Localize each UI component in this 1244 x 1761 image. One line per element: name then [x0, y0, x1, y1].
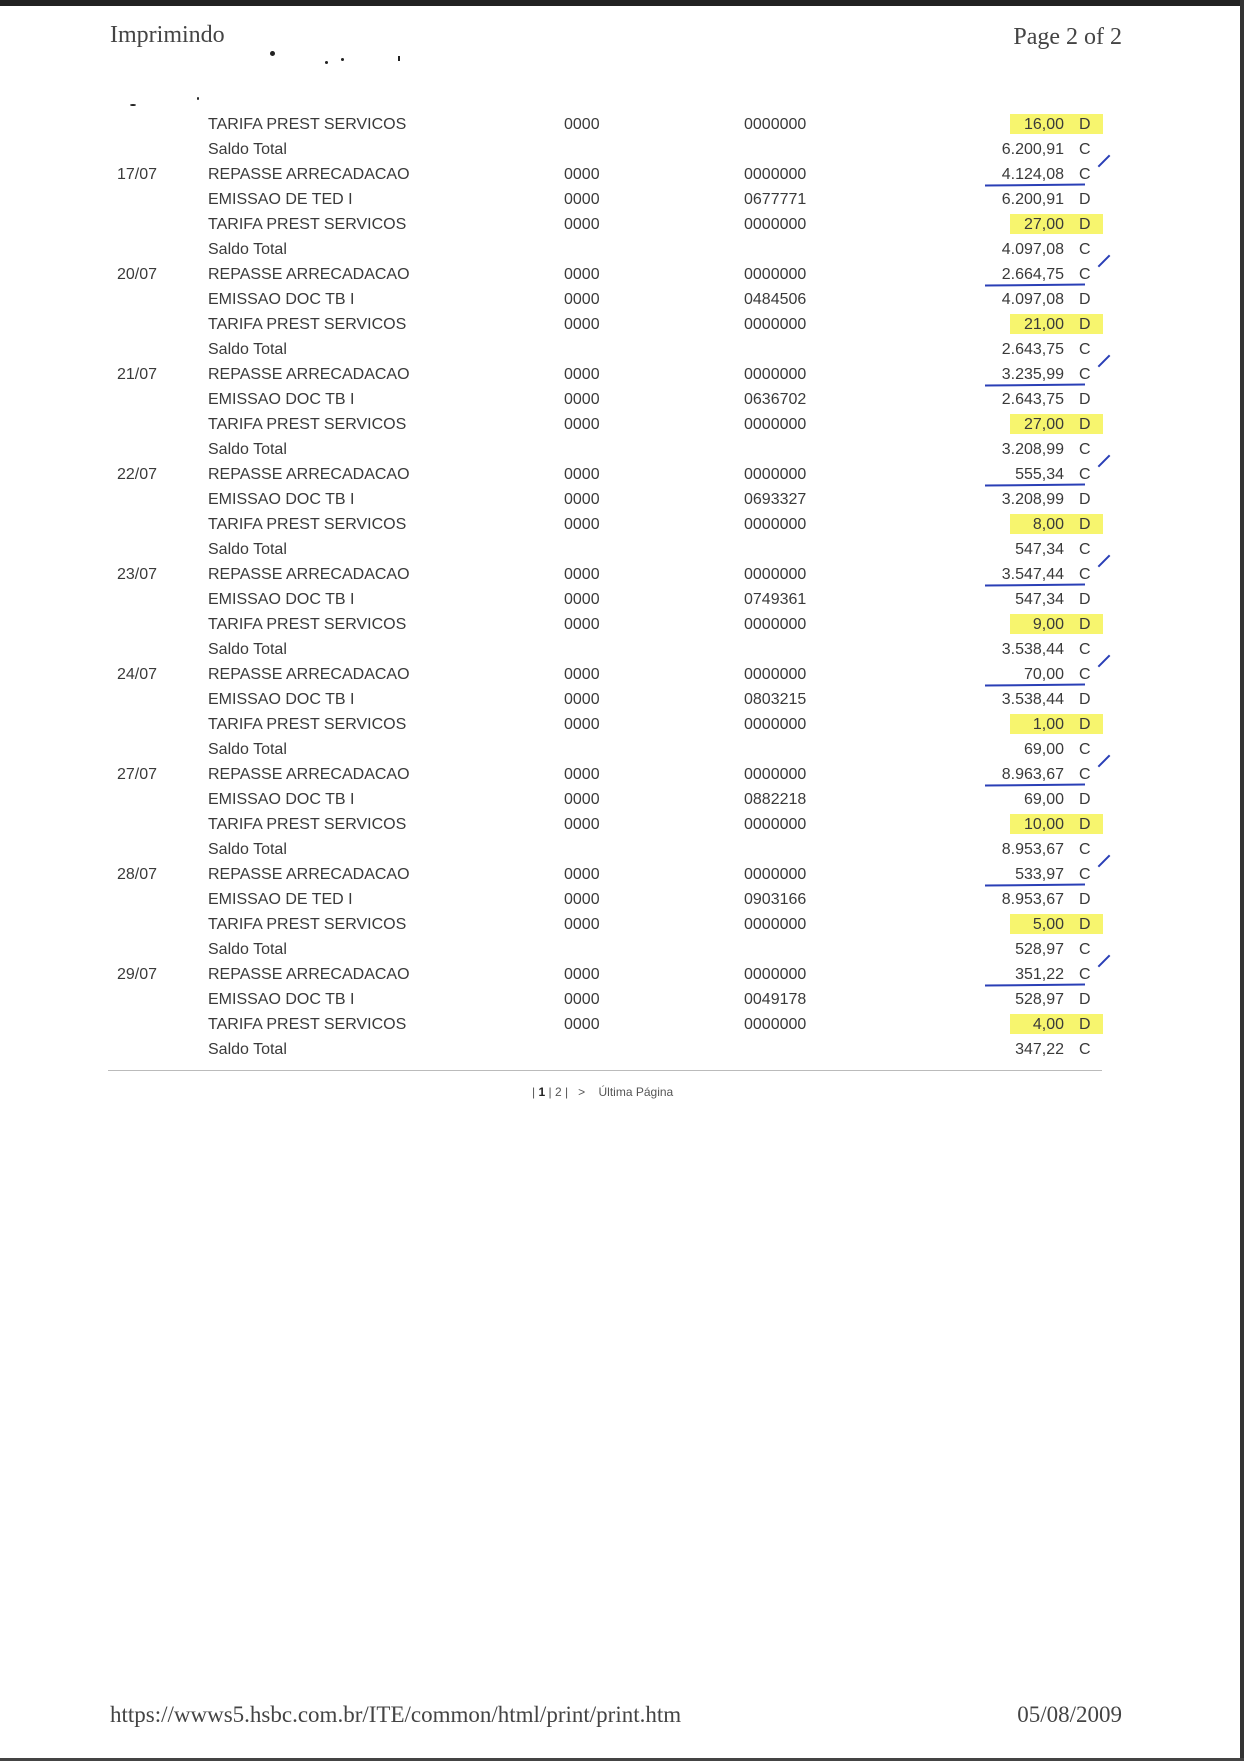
- ledger-description: EMISSAO DOC TB I: [208, 391, 355, 408]
- ledger-row: [0, 662, 1244, 687]
- ledger-amount: 533,97: [1015, 866, 1064, 883]
- ledger-description: REPASSE ARRECADACAO: [208, 366, 410, 383]
- ledger-row: [0, 937, 1244, 962]
- table-bottom-rule: [108, 1070, 1102, 1071]
- scan-border-top: [0, 0, 1244, 6]
- ledger-debit-credit: D: [1079, 691, 1091, 708]
- ledger-amount: 5,00: [1032, 916, 1064, 933]
- ledger-document: 0749361: [744, 591, 807, 608]
- pagination-next-icon[interactable]: >: [578, 1085, 586, 1099]
- ledger-amount: 4,00: [1032, 1016, 1064, 1033]
- ledger-amount: 351,22: [1015, 966, 1064, 983]
- ledger-document: 0636702: [744, 391, 807, 408]
- ledger-debit-credit: C: [1079, 166, 1091, 183]
- ledger-date: 23/07: [117, 566, 158, 583]
- ledger-row: [0, 312, 1244, 337]
- ledger-description: REPASSE ARRECADACAO: [208, 266, 410, 283]
- ledger-row: [0, 1037, 1244, 1062]
- ledger-amount: 4.097,08: [1001, 291, 1064, 308]
- ledger-description: Saldo Total: [208, 741, 287, 758]
- print-header-title: Imprimindo: [110, 22, 225, 48]
- ledger-document: 0000000: [744, 416, 807, 433]
- ledger-agency: 0000: [564, 416, 600, 433]
- ledger-date: 22/07: [117, 466, 158, 483]
- ledger-date: 28/07: [117, 866, 158, 883]
- ledger-agency: 0000: [564, 1016, 600, 1033]
- ledger-debit-credit: C: [1079, 566, 1091, 583]
- ledger-amount: 69,00: [1023, 791, 1064, 808]
- ledger-description: TARIFA PREST SERVICOS: [208, 816, 407, 833]
- ledger-document: 0000000: [744, 966, 807, 983]
- ledger-row: [0, 112, 1244, 137]
- ledger-document: 0000000: [744, 466, 807, 483]
- ledger-amount: 528,97: [1015, 941, 1064, 958]
- ledger-agency: 0000: [564, 191, 600, 208]
- ledger-amount: 3.235,99: [1001, 366, 1064, 383]
- ledger-description: Saldo Total: [208, 541, 287, 558]
- ledger-debit-credit: D: [1079, 816, 1091, 833]
- pagination: [532, 1085, 673, 1099]
- ledger-amount: 6.200,91: [1001, 191, 1064, 208]
- ledger-row: [0, 387, 1244, 412]
- ledger-amount: 555,34: [1015, 466, 1064, 483]
- ledger-amount: 347,22: [1015, 1041, 1064, 1058]
- ledger-description: REPASSE ARRECADACAO: [208, 166, 410, 183]
- ledger-agency: 0000: [564, 216, 600, 233]
- ledger-date: 29/07: [117, 966, 158, 983]
- ledger-agency: 0000: [564, 491, 600, 508]
- ledger-description: TARIFA PREST SERVICOS: [208, 916, 407, 933]
- ledger-amount: 2.643,75: [1001, 341, 1064, 358]
- ledger-description: REPASSE ARRECADACAO: [208, 766, 410, 783]
- ledger-description: Saldo Total: [208, 841, 287, 858]
- ledger-description: TARIFA PREST SERVICOS: [208, 116, 407, 133]
- ledger-debit-credit: C: [1079, 666, 1091, 683]
- ledger-row: [0, 212, 1244, 237]
- ledger-description: TARIFA PREST SERVICOS: [208, 416, 407, 433]
- ledger-agency: 0000: [564, 891, 600, 908]
- ledger-row: [0, 337, 1244, 362]
- ledger-debit-credit: C: [1079, 866, 1091, 883]
- ledger-debit-credit: D: [1079, 616, 1091, 633]
- ledger-document: 0000000: [744, 716, 807, 733]
- page-indicator: Page 2 of 2: [1013, 24, 1122, 50]
- ledger-agency: 0000: [564, 591, 600, 608]
- ledger-debit-credit: D: [1079, 716, 1091, 733]
- ledger-row: [0, 712, 1244, 737]
- ledger-date: 20/07: [117, 266, 158, 283]
- ledger-amount: 2.643,75: [1001, 391, 1064, 408]
- print-footer-date: 05/08/2009: [1017, 1702, 1122, 1727]
- ledger-row: [0, 562, 1244, 587]
- ledger-debit-credit: D: [1079, 991, 1091, 1008]
- ledger-debit-credit: D: [1079, 1016, 1091, 1033]
- ledger-debit-credit: C: [1079, 541, 1091, 558]
- ledger-debit-credit: C: [1079, 1041, 1091, 1058]
- ledger-amount: 27,00: [1023, 416, 1064, 433]
- ledger-document: 0000000: [744, 916, 807, 933]
- ledger-description: TARIFA PREST SERVICOS: [208, 616, 407, 633]
- ledger-agency: 0000: [564, 391, 600, 408]
- ledger-row: [0, 237, 1244, 262]
- ledger-description: REPASSE ARRECADACAO: [208, 866, 410, 883]
- ledger-agency: 0000: [564, 516, 600, 533]
- ledger-debit-credit: C: [1079, 641, 1091, 658]
- ledger-debit-credit: D: [1079, 891, 1091, 908]
- ledger-document: 0000000: [744, 166, 807, 183]
- ledger-amount: 2.664,75: [1001, 266, 1064, 283]
- ledger-row: [0, 537, 1244, 562]
- ledger-description: TARIFA PREST SERVICOS: [208, 216, 407, 233]
- ledger-debit-credit: C: [1079, 941, 1091, 958]
- pagination-last-page-link[interactable]: Última Página: [598, 1085, 674, 1099]
- ledger-description: Saldo Total: [208, 641, 287, 658]
- ledger-agency: 0000: [564, 566, 600, 583]
- ledger-amount: 9,00: [1032, 616, 1064, 633]
- ledger-amount: 8,00: [1032, 516, 1064, 533]
- ledger-description: Saldo Total: [208, 241, 287, 258]
- ledger-document: 0000000: [744, 116, 807, 133]
- ledger-row: [0, 962, 1244, 987]
- ledger-document: 0000000: [744, 866, 807, 883]
- ledger-row: [0, 862, 1244, 887]
- ledger-description: EMISSAO DE TED I: [208, 891, 353, 908]
- ledger-row: [0, 187, 1244, 212]
- ledger-description: TARIFA PREST SERVICOS: [208, 716, 407, 733]
- ledger-debit-credit: C: [1079, 466, 1091, 483]
- ledger-amount: 528,97: [1015, 991, 1064, 1008]
- ledger-agency: 0000: [564, 616, 600, 633]
- ledger-amount: 8.963,67: [1001, 766, 1064, 783]
- ledger-amount: 21,00: [1023, 316, 1064, 333]
- ledger-date: 17/07: [117, 166, 158, 183]
- ledger-description: Saldo Total: [208, 141, 287, 158]
- ledger-document: 0000000: [744, 316, 807, 333]
- ledger-agency: 0000: [564, 466, 600, 483]
- ledger-amount: 3.547,44: [1001, 566, 1064, 583]
- ledger-debit-credit: C: [1079, 441, 1091, 458]
- pagination-page-2[interactable]: 2: [554, 1085, 562, 1099]
- ledger-debit-credit: D: [1079, 516, 1091, 533]
- ledger-row: [0, 1012, 1244, 1037]
- ledger-description: Saldo Total: [208, 441, 287, 458]
- ledger-agency: 0000: [564, 366, 600, 383]
- ledger-description: EMISSAO DOC TB I: [208, 291, 355, 308]
- ledger-row: [0, 262, 1244, 287]
- ledger-agency: 0000: [564, 966, 600, 983]
- ledger-row: [0, 462, 1244, 487]
- ledger-row: [0, 987, 1244, 1012]
- ledger-debit-credit: D: [1079, 216, 1091, 233]
- ledger-debit-credit: C: [1079, 141, 1091, 158]
- ledger-document: 0000000: [744, 266, 807, 283]
- ledger-agency: 0000: [564, 291, 600, 308]
- ledger-row: [0, 887, 1244, 912]
- ledger-row: [0, 362, 1244, 387]
- ledger-amount: 547,34: [1015, 591, 1064, 608]
- ledger-debit-credit: D: [1079, 791, 1091, 808]
- ledger-document: 0000000: [744, 616, 807, 633]
- ledger-debit-credit: D: [1079, 416, 1091, 433]
- ledger-description: Saldo Total: [208, 1041, 287, 1058]
- ledger-amount: 3.208,99: [1001, 491, 1064, 508]
- ledger-debit-credit: D: [1079, 291, 1091, 308]
- ledger-amount: 69,00: [1023, 741, 1064, 758]
- ledger-debit-credit: C: [1079, 841, 1091, 858]
- ledger-debit-credit: D: [1079, 491, 1091, 508]
- ledger-row: [0, 687, 1244, 712]
- ledger-description: TARIFA PREST SERVICOS: [208, 1016, 407, 1033]
- ledger-agency: 0000: [564, 266, 600, 283]
- ledger-document: 0693327: [744, 491, 807, 508]
- ledger-agency: 0000: [564, 991, 600, 1008]
- ledger-amount: 10,00: [1023, 816, 1064, 833]
- ledger-amount: 4.124,08: [1001, 166, 1064, 183]
- ledger-debit-credit: D: [1079, 916, 1091, 933]
- ledger-amount: 16,00: [1023, 116, 1064, 133]
- ledger-agency: 0000: [564, 666, 600, 683]
- ledger-row: [0, 287, 1244, 312]
- ledger-date: 24/07: [117, 666, 158, 683]
- ledger-document: 0000000: [744, 216, 807, 233]
- ledger-row: [0, 612, 1244, 637]
- ledger-row: [0, 812, 1244, 837]
- ledger-description: REPASSE ARRECADACAO: [208, 966, 410, 983]
- ledger-amount: 8.953,67: [1001, 841, 1064, 858]
- print-footer-url: https://wwws5.hsbc.com.br/ITE/common/html/print/print.htm: [110, 1702, 682, 1727]
- ledger-debit-credit: C: [1079, 366, 1091, 383]
- ledger-description: EMISSAO DOC TB I: [208, 791, 355, 808]
- ledger-description: EMISSAO DOC TB I: [208, 991, 355, 1008]
- ledger-agency: 0000: [564, 116, 600, 133]
- ledger-agency: 0000: [564, 166, 600, 183]
- ledger-debit-credit: D: [1079, 591, 1091, 608]
- ledger-amount: 3.208,99: [1001, 441, 1064, 458]
- ledger-agency: 0000: [564, 791, 600, 808]
- ledger-debit-credit: C: [1079, 741, 1091, 758]
- ledger-debit-credit: C: [1079, 341, 1091, 358]
- ledger-description: REPASSE ARRECADACAO: [208, 466, 410, 483]
- ledger-amount: 4.097,08: [1001, 241, 1064, 258]
- ledger-debit-credit: D: [1079, 191, 1091, 208]
- ledger-row: [0, 587, 1244, 612]
- pagination-separator: |: [548, 1085, 552, 1099]
- pagination-separator: |: [565, 1085, 569, 1099]
- ledger-debit-credit: D: [1079, 391, 1091, 408]
- ledger-description: TARIFA PREST SERVICOS: [208, 516, 407, 533]
- ledger-document: 0000000: [744, 666, 807, 683]
- ledger-amount: 27,00: [1023, 216, 1064, 233]
- ledger-amount: 547,34: [1015, 541, 1064, 558]
- ledger-row: [0, 762, 1244, 787]
- ledger-amount: 8.953,67: [1001, 891, 1064, 908]
- ledger-agency: 0000: [564, 766, 600, 783]
- ledger-amount: 70,00: [1023, 666, 1064, 683]
- ledger-row: [0, 162, 1244, 187]
- ledger-debit-credit: D: [1079, 316, 1091, 333]
- ledger-description: TARIFA PREST SERVICOS: [208, 316, 407, 333]
- ledger-description: REPASSE ARRECADACAO: [208, 566, 410, 583]
- ledger-document: 0803215: [744, 691, 807, 708]
- ledger-amount: 6.200,91: [1001, 141, 1064, 158]
- ledger-agency: 0000: [564, 691, 600, 708]
- ledger-document: 0000000: [744, 766, 807, 783]
- ledger-debit-credit: C: [1079, 266, 1091, 283]
- ledger-amount: 3.538,44: [1001, 641, 1064, 658]
- ledger-document: 0000000: [744, 1016, 807, 1033]
- ledger-document: 0677771: [744, 191, 807, 208]
- ledger-document: 0000000: [744, 366, 807, 383]
- pagination-page-1[interactable]: 1: [538, 1085, 546, 1099]
- ledger-description: EMISSAO DOC TB I: [208, 491, 355, 508]
- ledger-document: 0000000: [744, 816, 807, 833]
- ledger-date: 27/07: [117, 766, 158, 783]
- ledger-debit-credit: C: [1079, 766, 1091, 783]
- ledger-description: Saldo Total: [208, 941, 287, 958]
- ledger-document: 0000000: [744, 566, 807, 583]
- ledger-document: 0882218: [744, 791, 807, 808]
- ledger-amount: 1,00: [1032, 716, 1064, 733]
- ledger-document: 0000000: [744, 516, 807, 533]
- ledger-row: [0, 487, 1244, 512]
- ledger-debit-credit: C: [1079, 241, 1091, 258]
- ledger-row: [0, 787, 1244, 812]
- ledger-debit-credit: C: [1079, 966, 1091, 983]
- ledger-agency: 0000: [564, 916, 600, 933]
- ledger-date: 21/07: [117, 366, 158, 383]
- ledger-agency: 0000: [564, 316, 600, 333]
- ledger-row: [0, 512, 1244, 537]
- ledger-description: EMISSAO DE TED I: [208, 191, 353, 208]
- ledger-debit-credit: D: [1079, 116, 1091, 133]
- ledger-description: EMISSAO DOC TB I: [208, 591, 355, 608]
- ledger-row: [0, 912, 1244, 937]
- ledger-document: 0484506: [744, 291, 807, 308]
- pagination-separator: |: [532, 1085, 536, 1099]
- ledger-row: [0, 837, 1244, 862]
- ledger-document: 0903166: [744, 891, 807, 908]
- ledger-document: 0049178: [744, 991, 807, 1008]
- ledger-description: REPASSE ARRECADACAO: [208, 666, 410, 683]
- ledger-description: EMISSAO DOC TB I: [208, 691, 355, 708]
- ledger-row: [0, 437, 1244, 462]
- ledger-row: [0, 137, 1244, 162]
- ledger-agency: 0000: [564, 816, 600, 833]
- ledger-row: [0, 737, 1244, 762]
- ledger-row: [0, 637, 1244, 662]
- ledger-agency: 0000: [564, 716, 600, 733]
- ledger-row: [0, 412, 1244, 437]
- ledger-amount: 3.538,44: [1001, 691, 1064, 708]
- ledger-description: Saldo Total: [208, 341, 287, 358]
- ledger-agency: 0000: [564, 866, 600, 883]
